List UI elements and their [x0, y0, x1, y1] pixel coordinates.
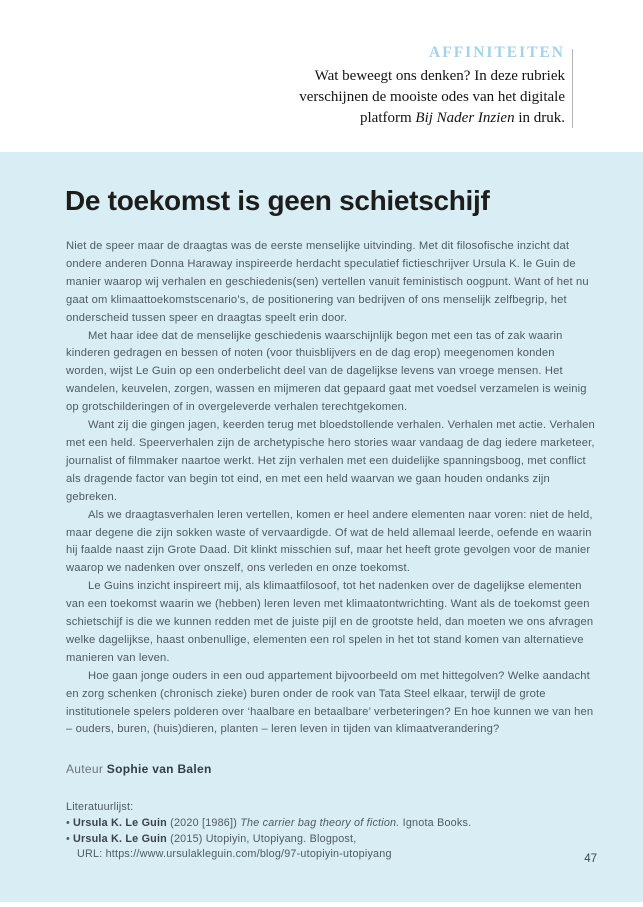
paragraph-2: Met haar idee dat de menselijke geschiedenis waarschijnlijk begon met een tas of zak waarin kinderen gedragen en bessen of noten (voor thuisblijvers en de dag erop) meegenomen konden worden, wijst Le Guin op een onderbelicht deel van de dagelijkse levens van vroege mensen. Het wandelen, keuvelen, zorgen, wassen en mijmeren dat gepaard gaat met voedsel verzamelen is weinig op grotschilderingen of in overgeleverde verhalen terechtgekomen. [66, 329, 587, 414]
literature-mid-2: (2015) Utopiyin, Utopiyang. Blogpost, [166, 832, 357, 845]
author-line [66, 762, 212, 776]
article-panel [0, 152, 643, 902]
paragraph-5: Le Guins inzicht inspireert mij, als klimaatfilosoof, tot het nadenken over de dagelijkse elementen van een toekomst waarin we (hebben) leren leven met klimaatontwrichting. Want als de toekomst geen schietschijf is die we kunnen redden met de juiste pijl en de grootste held, dan moeten we ons afvragen welke dagelijkse, haast onbenullige, elementen een rol spelen in het tot stand komen van alternatieve manieren van leven. [66, 580, 594, 664]
paragraph-4: Als we draagtasverhalen leren vertellen, komen er heel andere elementen naar voren: niet de held, maar degene die zijn sokken waste of vervaardigde. Of wat de held allemaal leerde, oefende en waarin hij faalde naast zijn Grote Daad. Dit klinkt misschien suf, maar het heeft grote gevolgen voor de manier waarop we nadenken over onszelf, ons verleden en onze toekomst. [66, 508, 593, 575]
rubric-intro-line-1: Wat beweegt ons denken? In deze rubriek [314, 68, 565, 84]
literature-item-2 [66, 832, 590, 864]
literature-mid-1: (2020 [1986]) [166, 816, 241, 829]
literature-heading: Literatuurlijst: [66, 801, 134, 813]
rubric-header [299, 44, 565, 129]
literature-item-1 [66, 816, 590, 832]
rubric-title: AFFINITEITEN [429, 44, 565, 61]
literature-author-1: Ursula K. Le Guin [72, 816, 167, 829]
paragraph-3: Want zij die gingen jagen, keerden terug met bloedstollende verhalen. Verhalen met actie. Verhalen met een held. Speerverhalen zijn de archetypische hero stories waar vandaag de dag iedere marketeer, journalist of filmmaker naartoe werkt. Het zijn verhalen met een duidelijke spanningsboog, met conflict als dragende factor van begin tot eind, en met een held waarvan we gaan houden ondanks zijn gebreken. [66, 419, 595, 503]
bullet-icon: • [66, 832, 70, 845]
literature-list [66, 800, 590, 863]
rubric-platform-name: Bij Nader Inzien [415, 110, 515, 126]
rubric-intro-line-2: verschijnen de mooiste odes van het digitale [299, 89, 565, 105]
literature-title-1: The carrier bag theory of fiction. [240, 816, 400, 829]
literature-url: URL: https://www.ursulakleguin.com/blog/97-utopiyin-utopiyang [77, 848, 392, 861]
bullet-icon: • [66, 816, 70, 829]
article-title: De toekomst is geen schietschijf [65, 185, 490, 216]
author-label: Auteur [66, 762, 104, 776]
rubric-intro-line-3 [299, 108, 565, 129]
literature-author-2: Ursula K. Le Guin [72, 832, 167, 845]
literature-tail-1: Ignota Books. [399, 816, 472, 829]
paragraph-1: Niet de speer maar de draagtas was de eerste menselijke uitvinding. Met dit filosofische inzicht dat ondere anderen Donna Haraway inspireerde herdacht speculatief fictieschrijver Ursula K. le Guin de manier waarop wij verhalen en geschiedenis(sen) vertellen vanuit feministisch oogpunt. Want of het nu gaat om klimaattoekomstscenario’s, de positionering van bedrijven of ons menselijk zelfbegrip, het onderscheid tussen speer en draagtas speelt erin door. [66, 240, 589, 324]
page-number: 47 [584, 853, 597, 865]
author-name: Sophie van Balen [106, 762, 212, 776]
article-body [66, 238, 596, 739]
rubric-line3-prefix: platform [360, 110, 416, 126]
header-divider-rule [572, 49, 573, 128]
rubric-line3-suffix: in druk. [514, 110, 565, 126]
paragraph-6: Hoe gaan jonge ouders in een oud appartement bijvoorbeeld om met hittegolven? Welke aandacht en zorg schenken (chronisch zieke) buren onder de rook van Tata Steel elkaar, terwijl de grote institutionele spelers polderen over ‘haalbare en betaalbare’ verbeteringen? En hoe kunnen we van hen – ouders, buren, (huis)dieren, planten – leren leven in tijden van klimaatverandering? [66, 669, 594, 736]
